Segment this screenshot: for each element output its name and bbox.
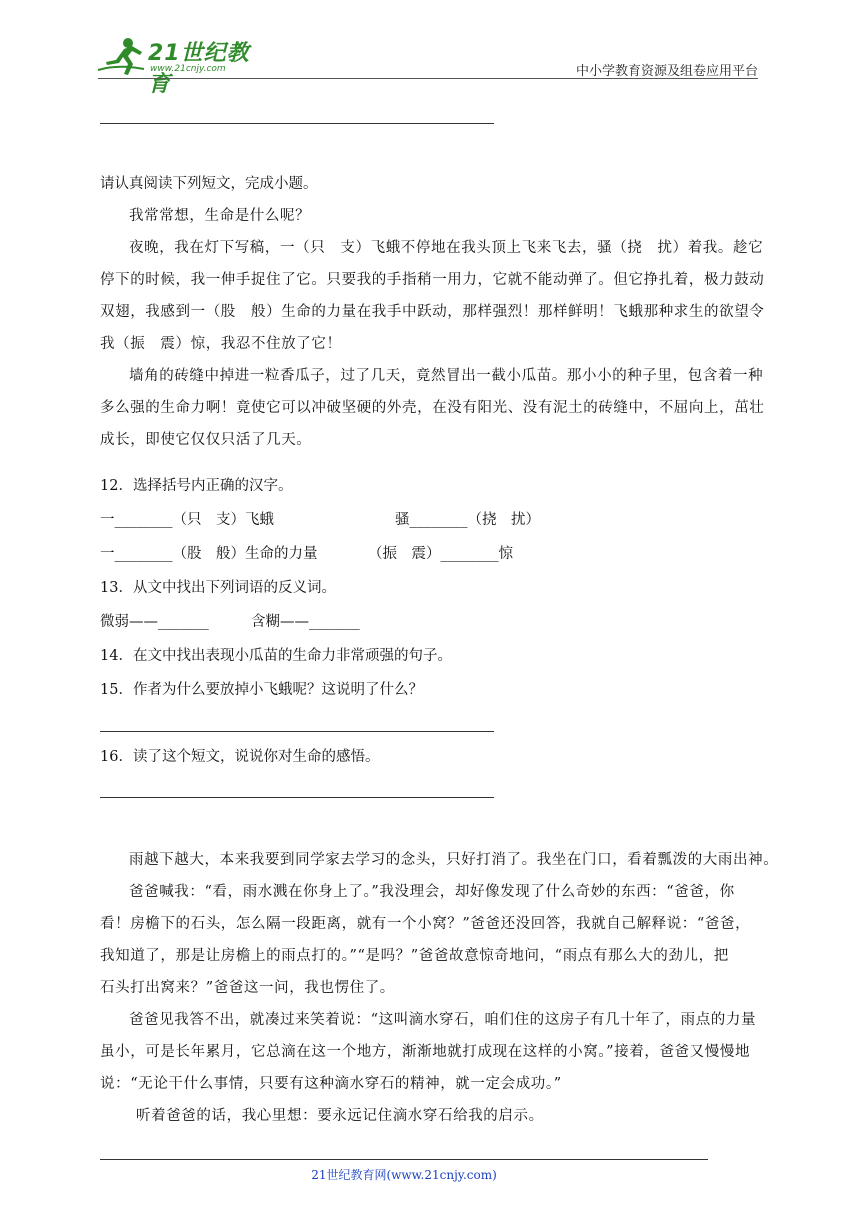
answer-line xyxy=(100,123,494,124)
runner-logo-icon xyxy=(98,36,146,76)
question-16: 16．读了这个短文，说说你对生命的感悟。 xyxy=(100,749,380,765)
question-13: 13．从文中找出下列词语的反义词。 xyxy=(100,580,336,596)
instruction: 请认真阅读下列短文，完成小题。 xyxy=(100,176,318,192)
answer-line-15[interactable] xyxy=(100,731,494,732)
question-12-a[interactable]: 一________（只 支）飞蛾 xyxy=(100,512,274,528)
passage-line: 成长，即使它仅仅只活了几天。 xyxy=(100,432,312,448)
question-13-b[interactable]: 含糊——_______ xyxy=(251,614,360,630)
question-12-d[interactable]: （振 震）________惊 xyxy=(368,546,513,562)
passage-line: 说：“无论干什么事情，只要有这种滴水穿石的精神，就一定会成功。” xyxy=(100,1076,562,1092)
passage-line: 看！房檐下的石头，怎么隔一段距离，就有一个小窝？”爸爸还没回答，我就自己解释说：“爸爸， xyxy=(100,916,751,932)
passage-line: 石头打出窝来？”爸爸这一问，我也愣住了。 xyxy=(100,980,395,996)
question-13-a[interactable]: 微弱——_______ xyxy=(100,614,209,630)
passage-line: 我常常想，生命是什么呢？ xyxy=(129,208,311,224)
question-15: 15．作者为什么要放掉小飞蛾呢？这说明了什么？ xyxy=(100,682,423,698)
logo-url: www.21cnjy.com xyxy=(150,64,226,74)
passage-line: 墙角的砖缝中掉进一粒香瓜子，过了几天，竟然冒出一截小瓜苗。那小小的种子里，包含着一种 xyxy=(129,368,764,384)
answer-line-16[interactable] xyxy=(100,797,494,798)
logo-text: 21世纪教育 xyxy=(148,41,250,97)
passage-line: 停下的时候，我一伸手捉住了它。只要我的手指稍一用力，它就不能动弹了。但它挣扎着，极力鼓动 xyxy=(100,272,765,288)
site-logo xyxy=(98,36,268,97)
passage-1 xyxy=(100,200,765,456)
footer-divider xyxy=(100,1159,708,1160)
header-divider xyxy=(98,78,758,79)
question-12-c[interactable]: 一________（股 般）生命的力量 xyxy=(100,546,318,562)
passage-2 xyxy=(100,844,779,1132)
footer-link[interactable]: 21世纪教育网(www.21cnjy.com) xyxy=(311,1168,497,1182)
passage-line: 多么强的生命力啊！竟使它可以冲破坚硬的外壳，在没有阳光、没有泥土的砖缝中，不屈向上，茁壮 xyxy=(100,400,765,416)
page-header xyxy=(98,30,758,97)
passage-line: 双翅，我感到一（股 般）生命的力量在我手中跃动，那样强烈！那样鲜明！飞蛾那种求生的欲望令 xyxy=(100,304,765,320)
passage-line: 虽小，可是长年累月，它总滴在这一个地方，渐渐地就打成现在这样的小窝。”接着，爸爸又慢慢地 xyxy=(100,1044,751,1060)
passage-line: 雨越下越大，本来我要到同学家去学习的念头，只好打消了。我坐在门口，看着瓢泼的大雨出神。 xyxy=(129,852,779,868)
platform-name: 中小学教育资源及组卷应用平台 xyxy=(575,64,758,79)
question-12-b[interactable]: 骚________（挠 扰） xyxy=(395,512,540,528)
passage-line: 爸爸喊我：“看，雨水溅在你身上了。”我没理会，却好像发现了什么奇妙的东西：“爸爸，你 xyxy=(129,884,735,900)
passage-line: 夜晚，我在灯下写稿，一（只 支）飞蛾不停地在我头顶上飞来飞去，骚（挠 扰）着我。趁它 xyxy=(129,240,764,256)
question-14: 14．在文中找出表现小瓜苗的生命力非常顽强的句子。 xyxy=(100,648,452,664)
passage-line: 爸爸见我答不出，就凑过来笑着说：“这叫滴水穿石，咱们住的这房子有几十年了，雨点的力量 xyxy=(129,1012,757,1028)
question-12: 12．选择括号内正确的汉字。 xyxy=(100,478,293,494)
passage-line: 我知道了，那是让房檐上的雨点打的。”“是吗？”爸爸故意惊奇地问，“雨点有那么大的劲儿，把 xyxy=(100,948,729,964)
passage-line: 听着爸爸的话，我心里想：要永远记住滴水穿石给我的启示。 xyxy=(136,1108,544,1124)
passage-line: 我（振 震）惊，我忍不住放了它！ xyxy=(100,336,342,352)
